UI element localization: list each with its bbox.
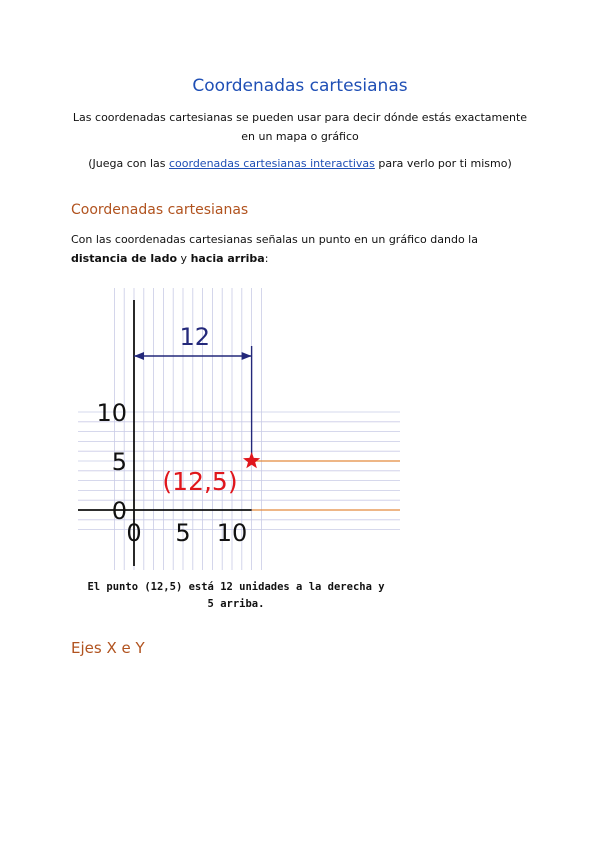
distance-arrowhead-right (242, 352, 252, 360)
x-tick-label: 10 (216, 519, 248, 547)
chart-point-group (162, 452, 260, 496)
point-label: (12,5) (162, 467, 238, 496)
page-title: Coordenadas cartesianas (192, 76, 408, 96)
play-prefix: (Juega con las (88, 157, 169, 170)
play-note (0, 157, 600, 170)
para-bold-up: hacia arriba (190, 252, 265, 265)
para-mid: y (177, 252, 191, 265)
interactive-link[interactable]: coordenadas cartesianas interactivas (168, 157, 375, 170)
cartesian-chart (78, 288, 400, 570)
x-tick-label: 0 (126, 519, 142, 547)
para-bold-distance: distancia de lado (71, 252, 178, 265)
chart-guides (252, 461, 400, 510)
y-tick-label: 10 (96, 399, 127, 427)
x-tick-label: 5 (175, 519, 191, 547)
distance-label: 12 (179, 323, 211, 351)
para-suffix: : (264, 252, 269, 265)
section-paragraph (71, 230, 531, 268)
para-prefix: Con las coordenadas cartesianas señalas un punto en un gráfico dando la (71, 233, 478, 246)
figure-caption: El punto (12,5) está 12 unidades a la derecha y 5 arriba. (87, 581, 385, 610)
intro-text: Las coordenadas cartesianas se pueden usar para decir dónde estás exactamente en un mapa o gráfico (72, 111, 528, 143)
y-tick-label: 0 (111, 497, 127, 525)
y-tick-label: 5 (111, 448, 127, 476)
section-heading-axes: Ejes X e Y (71, 639, 145, 657)
play-suffix: para verlo por ti mismo) (374, 157, 512, 170)
section-heading: Coordenadas cartesianas (71, 202, 249, 218)
distance-arrowhead-left (134, 352, 144, 360)
